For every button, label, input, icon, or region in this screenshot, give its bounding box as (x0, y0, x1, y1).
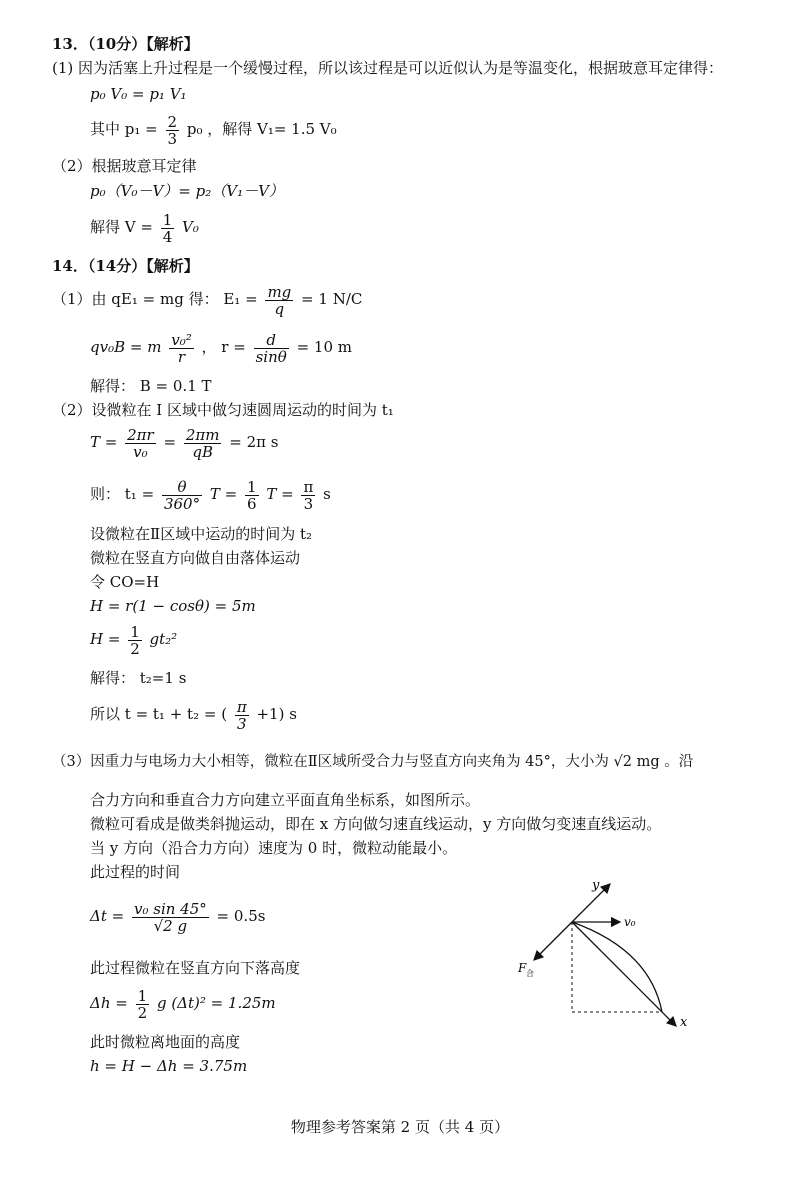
q14-dh-pre: Δh = (90, 994, 128, 1012)
page-footer: 物理参考答案第 2 页（共 4 页） (290, 1118, 510, 1136)
q14-part3-line2: 合力方向和垂直合力方向建立平面直角坐标系，如图所示。 (90, 791, 481, 809)
q14-part1-radius (90, 330, 352, 365)
q14-p1a-post: = 1 N/C (301, 290, 363, 308)
q14-T-den1: v₀ (133, 442, 148, 461)
q14-t1-den1: 360° (163, 494, 201, 513)
q14-t1-mid2: T = (266, 485, 294, 503)
q14-part3-line7: 此时微粒离地面的高度 (90, 1033, 241, 1051)
q14-freefall: 微粒在竖直方向做自由落体运动 (90, 549, 301, 567)
q14-dt-pre: Δt = (90, 907, 125, 925)
q14-H2-num: 1 (130, 622, 140, 641)
q14-total-den: 3 (236, 714, 247, 733)
q14-part1-field (52, 282, 362, 317)
q14-dt-equation (90, 896, 265, 936)
q13-given-num: 2 (167, 112, 178, 131)
q14-T-fraction2 (184, 427, 222, 460)
q14-p1b-fraction (169, 332, 194, 365)
x-axis-arrow (572, 922, 676, 1026)
q14-T-num2: 2πm (185, 425, 220, 444)
q14-total-fraction (235, 699, 249, 732)
q14-p1b-num2: d (254, 332, 289, 349)
label-x: x (680, 1015, 688, 1030)
label-v0: v₀ (624, 915, 636, 929)
q14-t2-intro: 设微粒在Ⅱ区域中运动的时间为 t₂ (90, 525, 313, 543)
q13-sol-post: V₀ (182, 218, 199, 236)
q14-p1a-fraction (265, 284, 293, 317)
q14-p1b-pre: qv₀B = m (90, 338, 162, 356)
q14-p1a-den: q (274, 299, 285, 318)
q14-H2-post: gt₂² (149, 630, 178, 648)
q14-T-eq: = (163, 433, 177, 451)
q14-p1b-den: r (177, 347, 186, 366)
q13-part1-given (90, 112, 337, 147)
q14-dt-fraction (132, 901, 209, 934)
q13-sol-fraction (161, 212, 175, 245)
q14-part3-line4: 当 y 方向（沿合力方向）速度为 0 时，微粒动能最小。 (90, 839, 458, 857)
q14-dt-post: = 0.5s (216, 907, 266, 925)
q14-part1-solution: 解得： B = 0.1 T (90, 377, 212, 395)
q14-H2-den: 2 (130, 639, 140, 658)
q14-T-post: = 2π s (229, 433, 279, 451)
q14-header: 14．（14分）【解析】 (52, 257, 199, 275)
q14-t1-den2: 6 (246, 494, 257, 513)
q14-H-equation: H = r(1 − cosθ) = 5m (90, 597, 256, 615)
q14-part3-line6: 此过程微粒在竖直方向下落高度 (90, 959, 301, 977)
q14-total-num: π (236, 697, 247, 716)
label-y: y (592, 878, 600, 893)
q14-p1b-fraction2 (254, 332, 289, 365)
q13-header: 13．（10分）【解析】 (52, 35, 199, 53)
q14-dh-post: g (Δt)² = 1.25m (156, 994, 276, 1012)
q14-total-post: +1) s (256, 705, 297, 723)
q14-total-time (90, 696, 297, 732)
q14-dh-equation (90, 986, 276, 1021)
q14-t1-fraction1 (162, 479, 202, 512)
q14-p1b-den2: sinθ (255, 347, 287, 366)
q14-H2-pre: H = (90, 630, 121, 648)
y-axis-arrow (572, 884, 610, 922)
q14-final-height: h = H − Δh = 3.75m (90, 1057, 248, 1075)
q14-part3-line5: 此过程的时间 (90, 863, 181, 881)
q14-t1-num3: π (303, 477, 314, 496)
q14-T-fraction1 (125, 427, 156, 460)
q14-dh-den: 2 (137, 1003, 148, 1022)
q14-t1-fraction3 (301, 479, 315, 512)
q14-p1b-num: v₀² (171, 330, 192, 349)
q13-given-fraction (166, 114, 180, 147)
q14-T-den2: qB (192, 442, 213, 461)
q14-t1-num1: θ (162, 479, 202, 496)
q14-t1-post: s (323, 485, 331, 503)
q14-p1a-num: mg (267, 282, 292, 301)
label-F-sub: 合 (526, 969, 534, 978)
q14-t1-den3: 3 (303, 494, 314, 513)
q13-sol-pre: 解得 V = (90, 218, 153, 236)
q14-p1b-mid: ， r = (201, 338, 246, 356)
q14-dt-num: v₀ sin 45° (133, 899, 207, 918)
q14-part3-line3: 微粒可看成是做类斜抛运动，即在 x 方向做匀速直线运动，y 方向做匀变速直线运动。 (90, 815, 662, 833)
q14-t1-mid: T = (209, 485, 238, 503)
q14-dh-num: 1 (137, 986, 148, 1005)
q14-t1-fraction2 (245, 479, 259, 512)
q14-total-pre: 所以 t = t₁ + t₂ = ( (90, 705, 228, 723)
q13-part1-equation: p₀ V₀ = p₁ V₁ (90, 85, 187, 103)
q14-t1-num2: 1 (246, 477, 257, 496)
q14-T-num1: 2πr (127, 425, 154, 444)
q13-part1-intro: (1) 因为活塞上升过程是一个缓慢过程，所以该过程是可以近似认为是等温变化，根据玻意耳定律得： (52, 59, 724, 77)
label-F: F (518, 961, 527, 975)
q14-H2-equation (90, 622, 177, 657)
q14-part2-period (90, 424, 278, 460)
q14-let-H: 令 CO=H (90, 573, 160, 591)
q14-p1a-pre: （1）由 qE₁ = mg 得： E₁ = (52, 290, 258, 308)
q14-p1b-post: = 10 m (296, 338, 352, 356)
q13-part2-intro: （2）根据玻意耳定律 (52, 157, 197, 175)
q13-part2-equation: p₀（V₀－V）= p₂（V₁－V） (90, 182, 284, 200)
q13-given-pre: 其中 p₁ = (90, 120, 158, 138)
q14-H2-fraction (128, 624, 142, 657)
q14-dt-den: √2 g (153, 916, 188, 935)
q14-t1-pre: 则： t₁ = (90, 485, 155, 503)
q13-given-den: 3 (167, 129, 178, 148)
q14-t2-solution: 解得： t₂=1 s (90, 669, 187, 687)
q13-sol-den: 4 (162, 227, 173, 246)
force-coordinate-diagram (500, 870, 710, 1030)
force-arrow (534, 922, 572, 960)
q13-given-post: p₀ ，解得 V₁= 1.5 V₀ (186, 120, 337, 138)
q13-part2-solution (90, 210, 199, 245)
q14-part2-intro: （2）设微粒在 Ⅰ 区域中做匀速圆周运动的时间为 t₁ (52, 401, 394, 419)
q13-sol-num: 1 (162, 210, 173, 229)
q14-T-pre: T = (90, 433, 118, 451)
q14-dh-fraction (136, 988, 150, 1021)
q14-part3-line1: （3）因重力与电场力大小相等，微粒在Ⅱ区域所受合力与竖直方向夹角为 45°，大小为 √2 mg 。沿 (52, 754, 694, 770)
q14-part2-t1 (90, 476, 331, 512)
